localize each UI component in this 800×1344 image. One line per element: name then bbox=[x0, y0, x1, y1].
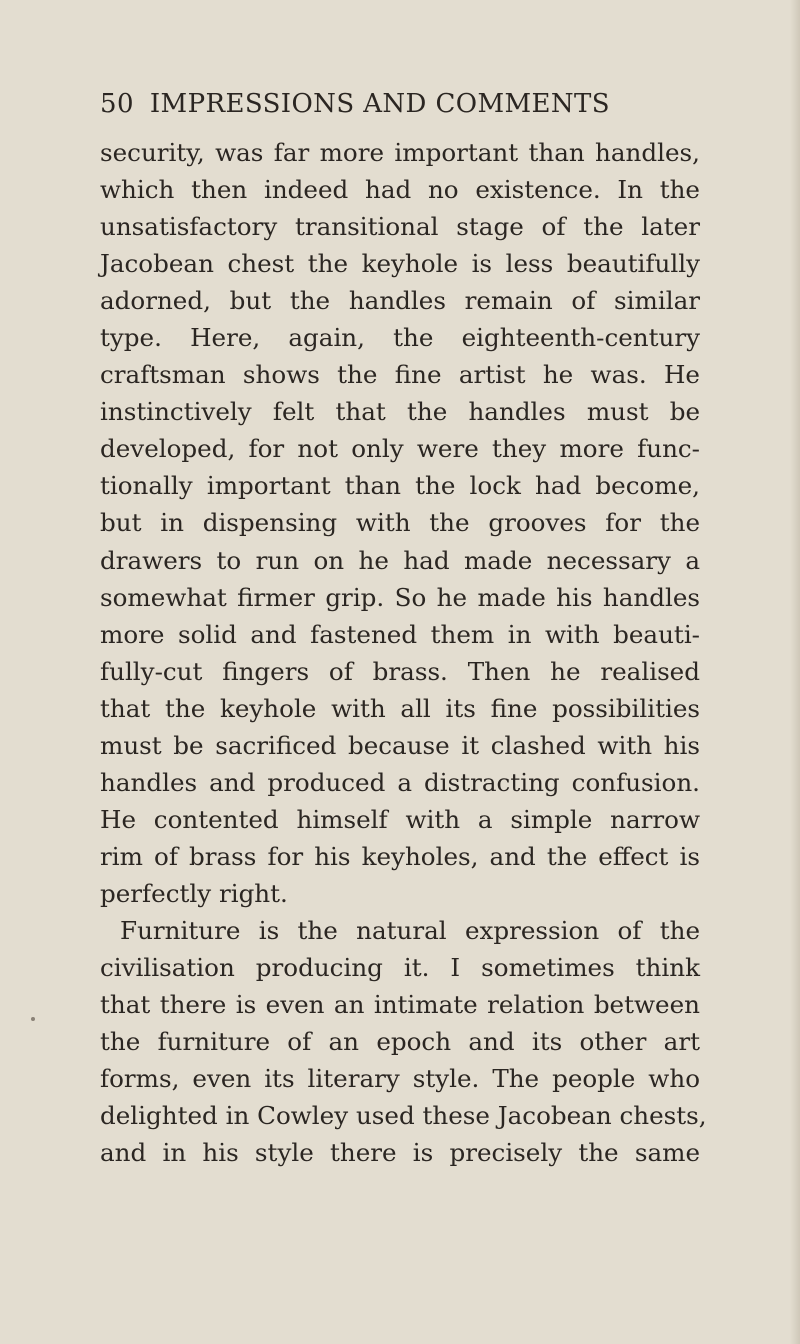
text-line: which then indeed had no existence. In the bbox=[100, 175, 700, 205]
text-line: more solid and fastened them in with beauti- bbox=[100, 619, 700, 649]
text-line: security, was far more important than handles, bbox=[100, 138, 700, 167]
running-title: IMPRESSIONS AND COMMENTS bbox=[149, 89, 610, 119]
text-line: fully-cut fingers of brass. Then he realised bbox=[100, 656, 700, 686]
body-text bbox=[100, 134, 707, 1171]
running-header bbox=[100, 89, 700, 119]
ink-speck bbox=[31, 1017, 35, 1021]
text-line: type. Here, again, the eighteenth-century bbox=[100, 323, 700, 353]
page-edge-shadow bbox=[790, 0, 800, 1344]
text-line: civilisation producing it. I sometimes think bbox=[100, 953, 700, 983]
text-line: unsatisfactory transitional stage of the later bbox=[100, 212, 700, 242]
text-line: Jacobean chest the keyhole is less beautifully bbox=[100, 249, 700, 279]
text-line: He contented himself with a simple narrow bbox=[100, 804, 700, 834]
text-line: the furniture of an epoch and its other art bbox=[100, 1027, 700, 1057]
paragraph-1 bbox=[100, 134, 700, 912]
text-line: that there is even an intimate relation between bbox=[100, 990, 700, 1020]
text-line: delighted in Cowley used these Jacobean chests, bbox=[100, 1101, 707, 1131]
text-line: rim of brass for his keyholes, and the effect is bbox=[100, 841, 700, 871]
paragraph-2 bbox=[100, 912, 707, 1171]
page-number: 50 bbox=[100, 89, 134, 119]
text-line: that the keyhole with all its fine possibilities bbox=[100, 693, 700, 723]
text-line: tionally important than the lock had become, bbox=[100, 471, 700, 501]
text-line: but in dispensing with the grooves for the bbox=[100, 508, 700, 538]
text-line: craftsman shows the fine artist he was. He bbox=[100, 360, 700, 390]
text-line: instinctively felt that the handles must be bbox=[100, 397, 700, 427]
text-line: drawers to run on he had made necessary a bbox=[100, 545, 700, 575]
text-line: perfectly right. bbox=[100, 878, 288, 908]
text-line: forms, even its literary style. The people who bbox=[100, 1064, 700, 1094]
text-line: and in his style there is precisely the same bbox=[100, 1138, 700, 1168]
text-line: developed, for not only were they more func- bbox=[100, 434, 700, 464]
text-line: adorned, but the handles remain of similar bbox=[100, 286, 700, 316]
text-line: Furniture is the natural expression of the bbox=[120, 915, 700, 945]
text-line: must be sacrificed because it clashed with his bbox=[100, 730, 700, 760]
text-line: handles and produced a distracting confusion. bbox=[100, 767, 700, 797]
text-line: somewhat firmer grip. So he made his handles bbox=[100, 582, 700, 612]
